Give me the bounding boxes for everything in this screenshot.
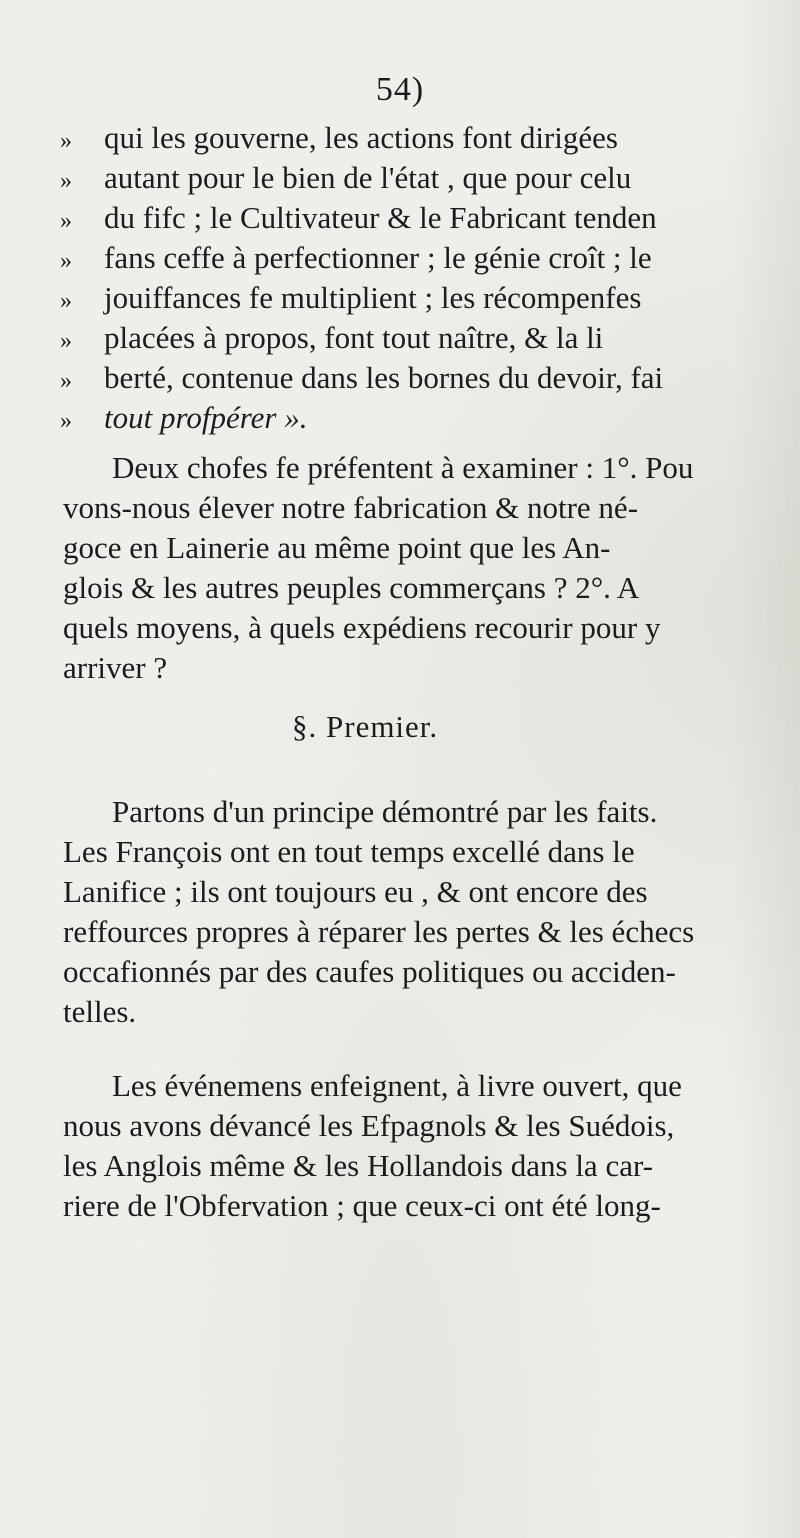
paragraph-line: glois & les autres peuples commerçans ? 2°. A — [63, 570, 640, 605]
quote-mark: » — [60, 128, 72, 154]
quote-line — [60, 198, 800, 238]
quote-mark: » — [60, 248, 72, 274]
quote-mark: » — [60, 168, 72, 194]
paragraph-line: goce en Lainerie au même point que les An- — [63, 530, 611, 565]
quote-line — [60, 278, 800, 318]
quote-text: berté, contenue dans les bornes du devoir, fai — [104, 360, 664, 395]
paragraph-line: vons-nous élever notre fabrication & notre né- — [63, 490, 639, 525]
paragraph-line: Deux chofes fe préfentent à examiner : 1°. Pou — [112, 450, 694, 485]
quote-mark: » — [60, 288, 72, 314]
quote-line — [60, 358, 800, 398]
quote-line — [60, 158, 800, 198]
paragraph-line: les Anglois même & les Hollandois dans la car- — [63, 1148, 653, 1183]
paragraph-line: quels moyens, à quels expédiens recourir pour y — [63, 610, 661, 645]
quote-mark: » — [60, 408, 72, 434]
paragraph-line: reffources propres à réparer les pertes & les échecs — [63, 914, 695, 949]
paragraph-line: occafionnés par des caufes politiques ou acciden- — [63, 954, 676, 989]
quote-line — [60, 238, 800, 278]
paragraph-line: arriver ? — [63, 650, 168, 685]
quote-text: tout profpérer ». — [104, 400, 308, 435]
paragraph-line: Lanifice ; ils ont toujours eu , & ont encore des — [63, 874, 648, 909]
spacer — [60, 766, 800, 792]
paragraph-line: telles. — [63, 994, 137, 1029]
section-heading: §. Premier. — [292, 709, 439, 744]
text-block — [60, 118, 800, 1226]
spacer — [60, 1032, 800, 1066]
paragraph-line: Partons d'un principe démontré par les faits. — [112, 794, 658, 829]
quote-text: qui les gouverne, les actions font dirigées — [104, 120, 618, 155]
spacer — [60, 438, 800, 448]
paragraph-line: riere de l'Obfervation ; que ceux-ci ont été long- — [63, 1188, 661, 1223]
page-number: 54) — [375, 71, 425, 108]
paragraph-text: Les événemens enfeignent, à livre ouvert, que — [112, 1068, 682, 1103]
quote-mark: » — [60, 328, 72, 354]
quote-text: jouiffances fe multiplient ; les récompenfes — [104, 280, 642, 315]
quote-text: autant pour le bien de l'état , que pour celu — [104, 160, 632, 195]
paragraph-line: nous avons dévancé les Efpagnols & les Suédois, — [63, 1108, 675, 1143]
quote-mark: » — [60, 368, 72, 394]
quote-text: du fifc ; le Cultivateur & le Fabricant tenden — [104, 200, 657, 235]
quote-line — [60, 118, 800, 158]
paragraph-line: Les François ont en tout temps excellé dans le — [63, 834, 635, 869]
quote-mark: » — [60, 208, 72, 234]
paragraph-line — [60, 1066, 800, 1106]
quote-text: fans ceffe à perfectionner ; le génie croît ; le — [104, 240, 652, 275]
quote-text: placées à propos, font tout naître, & la li — [104, 320, 604, 355]
quote-line — [60, 398, 800, 438]
quote-line — [60, 318, 800, 358]
